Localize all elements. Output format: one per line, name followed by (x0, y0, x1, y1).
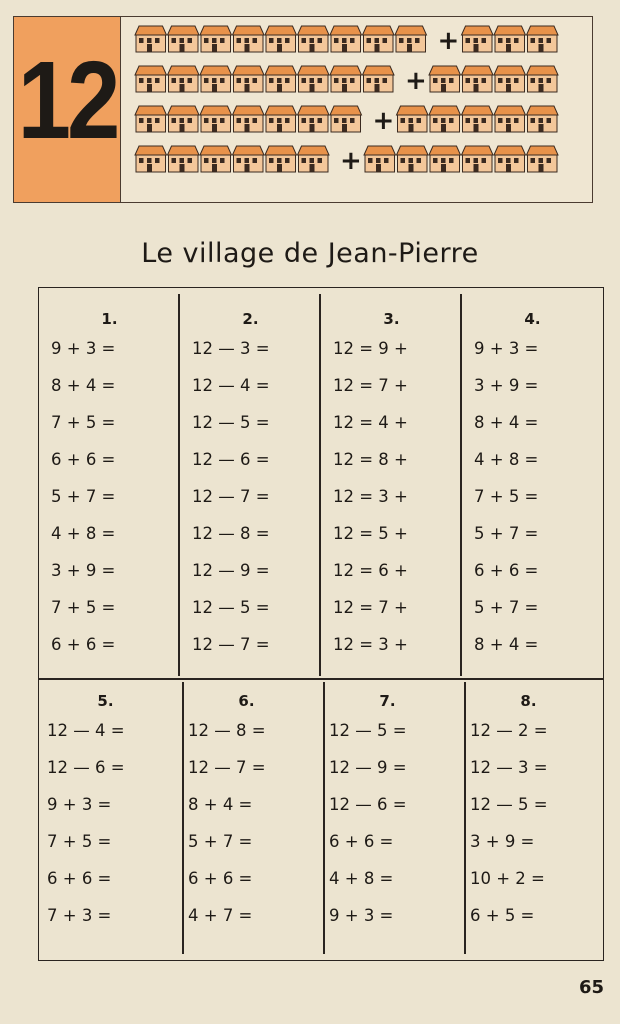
plus-sign: + (405, 66, 427, 96)
equation: 4 + 7 = (188, 906, 253, 925)
equation: 8 + 4 = (51, 376, 116, 395)
equation: 12 — 6 = (329, 795, 407, 814)
house-icon (395, 26, 427, 52)
house-rows (0, 0, 620, 200)
exercise-number: 6. (238, 692, 255, 710)
plus-sign: + (437, 26, 460, 56)
house-icon (265, 26, 297, 52)
equation: 5 + 7 = (51, 487, 116, 506)
equation: 12 = 4 + (333, 413, 408, 432)
house-icon (298, 66, 330, 92)
equation: 12 = 7 + (333, 376, 408, 395)
house-icon (330, 66, 362, 92)
house-icon (233, 26, 265, 52)
house-icon (200, 146, 232, 172)
house-icon (462, 106, 494, 132)
house-icon (168, 66, 200, 92)
exercise-3 (333, 308, 450, 663)
exercise-5 (47, 690, 164, 934)
equation: 3 + 9 = (51, 561, 116, 580)
equation: 12 — 9 = (192, 561, 270, 580)
equation: 12 = 6 + (333, 561, 408, 580)
exercise-number: 7. (379, 692, 396, 710)
equation: 12 = 7 + (333, 598, 408, 617)
page-number: 65 (578, 977, 604, 998)
page-title: Le village de Jean-Pierre (141, 238, 479, 269)
house-icon (135, 106, 167, 132)
equation: 9 + 3 = (474, 339, 539, 358)
equation: 12 — 7 = (192, 635, 270, 654)
house-icon (233, 106, 265, 132)
house-icon (135, 66, 167, 92)
equation: 6 + 6 = (51, 450, 116, 469)
exercise-table (38, 287, 604, 961)
exercise-number: 3. (383, 310, 400, 328)
equation: 12 — 4 = (192, 376, 270, 395)
equation: 12 — 4 = (47, 721, 125, 740)
house-icon (200, 26, 232, 52)
equation: 9 + 3 = (51, 339, 116, 358)
exercise-number: 2. (242, 310, 259, 328)
equation: 7 + 5 = (47, 832, 112, 851)
equation: 12 = 3 + (333, 635, 408, 654)
equation: 6 + 6 = (51, 635, 116, 654)
column-divider (464, 682, 466, 954)
exercise-number: 8. (520, 692, 537, 710)
exercise-1 (51, 308, 168, 663)
equation: 12 — 8 = (192, 524, 270, 543)
equation: 12 — 5 = (470, 795, 548, 814)
exercise-4 (474, 308, 591, 663)
equation: 12 — 7 = (192, 487, 270, 506)
house-icon (330, 106, 362, 132)
equation: 12 — 8 = (188, 721, 266, 740)
equation: 12 — 3 = (470, 758, 548, 777)
house-icon (168, 146, 200, 172)
equation: 12 = 9 + (333, 339, 408, 358)
equation: 5 + 7 = (188, 832, 253, 851)
equation: 12 = 3 + (333, 487, 408, 506)
house-icon (168, 26, 200, 52)
column-divider (178, 294, 180, 676)
equation: 12 — 9 = (329, 758, 407, 777)
house-icon (168, 106, 200, 132)
equation: 4 + 8 = (329, 869, 394, 888)
house-icon (233, 66, 265, 92)
equation: 12 — 6 = (47, 758, 125, 777)
equation: 7 + 5 = (51, 598, 116, 617)
equation: 3 + 9 = (474, 376, 539, 395)
equation: 4 + 8 = (51, 524, 116, 543)
exercise-number: 5. (97, 692, 114, 710)
column-divider (323, 682, 325, 954)
house-icon (265, 66, 297, 92)
equation: 12 — 5 = (192, 598, 270, 617)
house-icon (265, 146, 297, 172)
equation: 6 + 6 = (188, 869, 253, 888)
house-icon (200, 66, 232, 92)
equation: 7 + 3 = (47, 906, 112, 925)
house-icon (527, 146, 559, 172)
house-icon (363, 26, 395, 52)
equation: 12 = 8 + (333, 450, 408, 469)
equation: 9 + 3 = (329, 906, 394, 925)
house-icon (527, 66, 559, 92)
exercise-6 (188, 690, 305, 934)
row-divider (39, 678, 603, 680)
equation: 6 + 6 = (474, 561, 539, 580)
equation: 4 + 8 = (474, 450, 539, 469)
equation: 7 + 5 = (474, 487, 539, 506)
house-icon (265, 106, 297, 132)
house-icon (200, 106, 232, 132)
house-icon (527, 106, 559, 132)
equation: 12 — 7 = (188, 758, 266, 777)
house-icon (298, 26, 330, 52)
house-icon (233, 146, 265, 172)
equation: 12 — 3 = (192, 339, 270, 358)
house-icon (462, 66, 494, 92)
house-icon (330, 26, 362, 52)
house-icon (429, 146, 461, 172)
house-icon (397, 106, 429, 132)
equation: 3 + 9 = (470, 832, 535, 851)
equation: 9 + 3 = (47, 795, 112, 814)
equation: 8 + 4 = (474, 635, 539, 654)
house-icon (298, 106, 330, 132)
house-icon (494, 66, 526, 92)
house-icon (462, 26, 494, 52)
house-icon (397, 146, 429, 172)
house-icon (494, 106, 526, 132)
house-icon (462, 146, 494, 172)
house-icon (429, 106, 461, 132)
equation: 12 = 5 + (333, 524, 408, 543)
column-divider (182, 682, 184, 954)
equation: 5 + 7 = (474, 524, 539, 543)
house-icon (527, 26, 559, 52)
equation: 12 — 2 = (470, 721, 548, 740)
equation: 5 + 7 = (474, 598, 539, 617)
equation: 12 — 5 = (329, 721, 407, 740)
exercise-number: 1. (101, 310, 118, 328)
lesson-number: 12 (17, 38, 117, 162)
equation: 8 + 4 = (474, 413, 539, 432)
equation: 6 + 5 = (470, 906, 535, 925)
plus-sign: + (340, 146, 362, 176)
equation: 8 + 4 = (188, 795, 253, 814)
house-icon (364, 146, 396, 172)
house-icon (429, 66, 461, 92)
exercise-number: 4. (524, 310, 541, 328)
equation: 12 — 6 = (192, 450, 270, 469)
house-icon (363, 66, 395, 92)
equation: 6 + 6 = (47, 869, 112, 888)
exercise-8 (470, 690, 587, 934)
exercise-7 (329, 690, 446, 934)
house-icon (135, 146, 167, 172)
equation: 10 + 2 = (470, 869, 545, 888)
plus-sign: + (372, 106, 395, 136)
house-icon (298, 146, 330, 172)
house-icon (494, 26, 526, 52)
house-icon (135, 26, 167, 52)
column-divider (460, 294, 462, 676)
equation: 12 — 5 = (192, 413, 270, 432)
equation: 7 + 5 = (51, 413, 116, 432)
exercise-2 (192, 308, 309, 663)
equation: 6 + 6 = (329, 832, 394, 851)
house-icon (494, 146, 526, 172)
column-divider (319, 294, 321, 676)
